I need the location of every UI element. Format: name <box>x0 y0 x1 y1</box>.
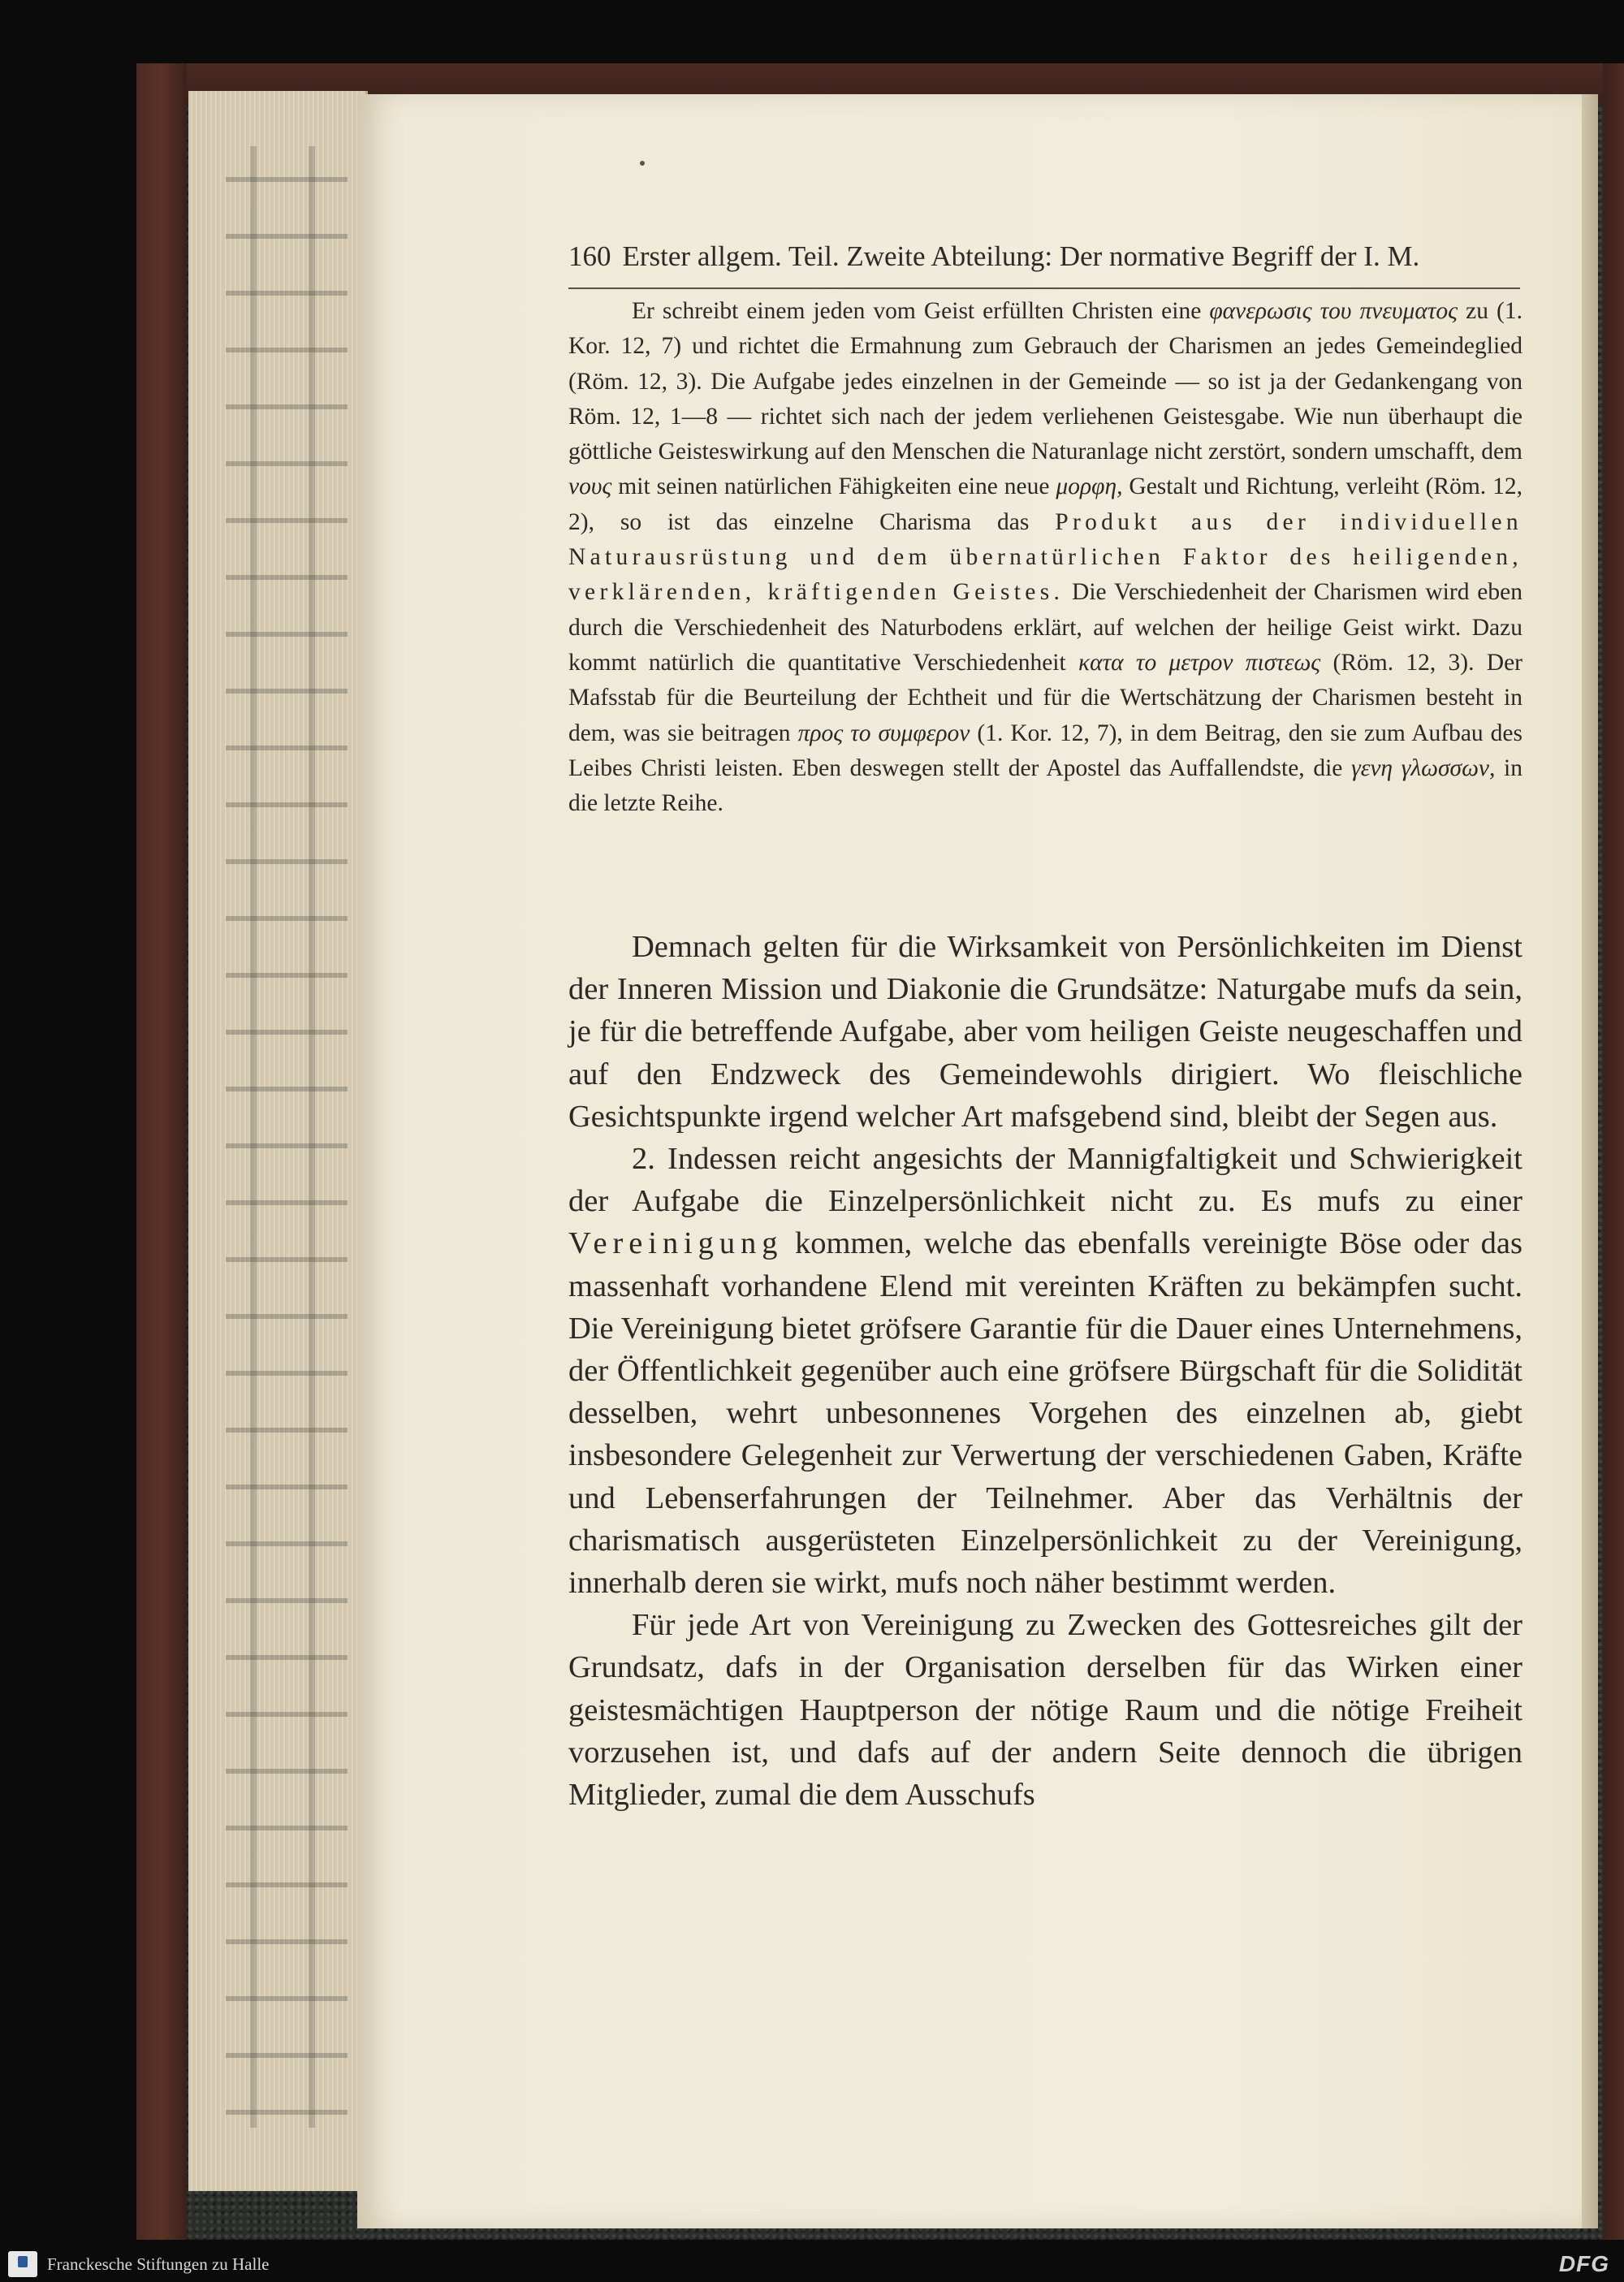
page-right-edge <box>1582 94 1598 2228</box>
greek-phrase: προς το συμφερον <box>797 720 970 746</box>
cover-right-band <box>1603 63 1624 2240</box>
spaced-emphasis: Produkt aus der individuellen Naturausrüstung und dem übernatürlichen Faktor des heiligenden, verklärenden, kräftigenden Geistes. <box>568 508 1522 606</box>
text-run: mit seinen natürlichen Fähigkeiten eine neue <box>611 473 1056 500</box>
text-run: (1. Kor. 12, 7), in dem Beitrag, den sie zum Aufbau des Leibes Christi leisten. Eben deswegen stellt der Apostel das Auffallendste, die <box>568 720 1523 781</box>
paragraph-organisation: Für jede Art von Vereinigung zu Zwecken des Gottesreiches gilt der Grundsatz, dafs in der Organisation derselben für das Wirken einer geistesmächtigen Hauptperson der nötige Raum und die nötige Freiheit vorzusehen ist, und dafs auf der andern Seite dennoch die übrigen Mitglieder, zumal die dem Ausschufs <box>568 1608 1522 1813</box>
paragraph-vereinigung <box>568 1138 1522 1604</box>
text-run: Gestalt und Richtung, verleiht (Röm. 12, 2), so ist das einzelne Charisma das <box>568 473 1522 535</box>
greek-phrase: νους <box>568 473 612 500</box>
page-number: 160 <box>568 240 611 272</box>
page-edge-marbling <box>226 146 348 2128</box>
running-head <box>568 240 1527 273</box>
greek-phrase: κατα το μετρον πιστεως <box>1078 649 1321 676</box>
institution-name: Franckesche Stiftungen zu Halle <box>47 2254 270 2274</box>
text-run: kommen, welche das ebenfalls vereinigte Böse oder das massenhaft vorhandene Elend mit vereinten Kräften zu bekämpfen sucht. Die Vereinigung bietet gröfsere Garantie für die Dauer eines Unternehmens, der Öffentlichkeit gegenüber auch eine gröfsere Bürgschaft für die Solidität desselben, wehrt unbesonnenes Vorgehen des einzelnen ab, giebt insbesondere Gelegenheit zur Verwertung der verschiedenen Gaben, Kräfte und Lebenserfahrungen der Teilnehmer. Aber das Verhältnis der charismatisch ausgerüsteten Einzelpersönlichkeit zu der Vereinigung, innerhalb deren sie wirkt, mufs noch näher bestimmt werden. <box>568 1226 1522 1601</box>
page-speck <box>640 161 645 166</box>
greek-phrase: γενη γλωσσων, <box>1351 754 1496 781</box>
dfg-badge: DFG <box>1558 2251 1609 2276</box>
text-run: zu (1. Kor. 12, 7) und richtet die Ermahnung zum Gebrauch der Charismen an jedes Gemeindeglied (Röm. 12, 3). Die Aufgabe jedes einzelnen in der Gemeinde — so ist ja der Gedankengang von Röm. 12, 1—8 — richtet sich nach der jedem verliehenen Geistesgabe. Wie nun überhaupt die göttliche Geisteswirkung auf den Menschen die Naturanlage nicht zerstört, sondern umschafft, dem <box>568 298 1523 465</box>
text-run: (Röm. 12, 3). Der Mafsstab für die Beurteilung der Echtheit und für die Wertschätzung der Charismen besteht in dem, was sie beitragen <box>568 649 1522 746</box>
header-rule <box>568 287 1520 289</box>
cover-left-band <box>136 63 187 2240</box>
text-run: 2. Indessen reicht angesichts der Mannigfaltigkeit und Schwierigkeit der Aufgabe die Einzelpersönlichkeit nicht zu. Es mufs zu einer <box>568 1142 1522 1219</box>
text-run: Er schreibt einem jeden vom Geist erfüllten Christen eine <box>632 298 1210 324</box>
greek-phrase: μορφη, <box>1056 473 1123 500</box>
viewer-footer <box>0 2246 1624 2282</box>
main-text-block <box>568 926 1522 1816</box>
small-print-block <box>568 294 1522 821</box>
institution-logo-icon <box>8 2251 37 2277</box>
greek-phrase: φανερωσις του πνευματος <box>1209 298 1458 324</box>
spaced-emphasis: Vereinigung <box>568 1226 784 1261</box>
small-paragraph <box>568 294 1522 821</box>
text-run: in die letzte Reihe. <box>568 754 1523 817</box>
running-title: Erster allgem. Teil. Zweite Abteilung: Der normative Begriff der I. M. <box>622 240 1420 272</box>
paragraph-grundsaetze: Demnach gelten für die Wirksamkeit von Persönlichkeiten im Dienst der Inneren Mission und Diakonie die Grundsätze: Naturgabe mufs da sein, je für die betreffende Aufgabe, aber vom heiligen Geiste neugeschaffen und auf den Endzweck des Gemeindewohls dirigiert. Wo fleischliche Gesichtspunkte irgend welcher Art mafsgebend sind, bleibt der Segen aus. <box>568 930 1522 1134</box>
text-run: Die Verschiedenheit der Charismen wird eben durch die Verschiedenheit des Naturbodens erklärt, auf welchen der heilige Geist wirkt. Dazu kommt natürlich die quantitative Verschiedenheit <box>568 579 1522 676</box>
